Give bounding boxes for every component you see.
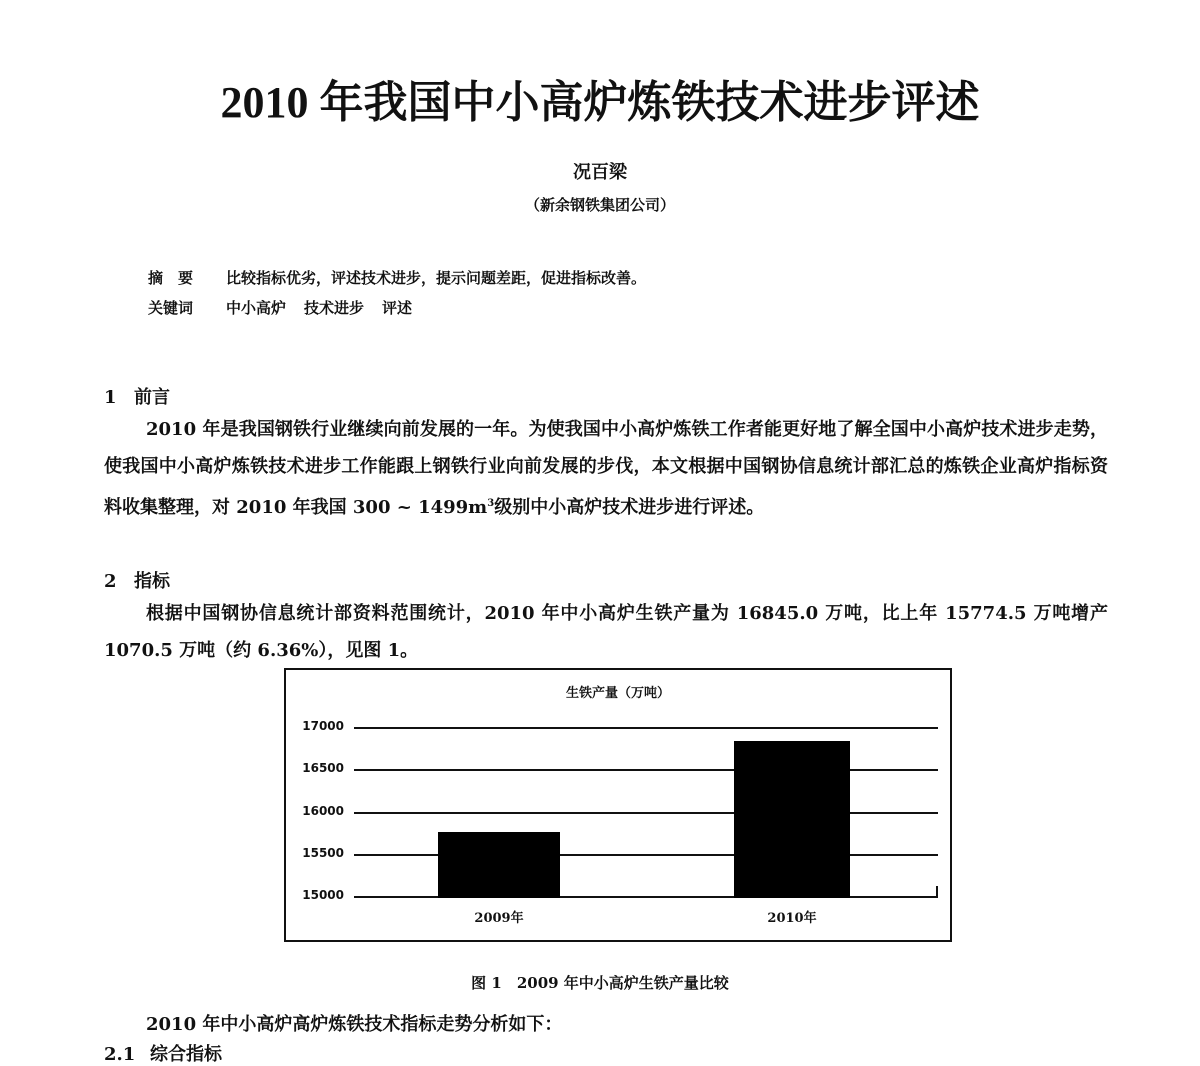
abstract-text: 比较指标优劣，评述技术进步，提示问题差距，促进指标改善。 [226,269,647,287]
abstract-keywords-block [148,263,646,323]
figure-caption: 图 1 2009 年中小高炉生铁产量比较 [471,974,729,992]
section-1-paragraph [104,411,1108,526]
chart-plot-area [302,719,938,926]
abstract-label: 摘 要 [148,269,194,287]
axis-tick [936,886,938,898]
section-heading-2 [104,567,170,593]
keyword-item: 技术进步 [304,299,365,317]
transition-paragraph: 2010 年中小高炉高炉炼铁技术指标走势分析如下： [146,1014,563,1035]
superscript: 3 [487,498,495,509]
subsection-heading [104,1040,222,1066]
y-tick-label: 17000 [302,719,344,733]
paragraph-text: 2010 年是我国钢铁行业继续向前发展的一年。为使我国中小高炉炼铁工作者能更好地了解全国中小高炉技术进步走势，使我国中小高炉炼铁技术进步工作能跟上钢铁行业向前发展的步伐，本文根据中国钢协信息统计部汇总的炼铁企业高炉指标资料收集整理，对 2010 年我国 300 ~ 1499m [104,419,1108,518]
gridline [354,769,938,771]
section-heading-1 [104,383,170,409]
section-number: 1 [104,387,117,408]
keyword-item: 评述 [382,299,413,317]
y-tick-label: 15000 [302,888,344,902]
x-tick-label: 2009年 [474,911,524,926]
abstract [148,263,646,293]
y-tick-label: 16500 [302,761,344,775]
gridline [354,727,938,729]
section-title: 指标 [134,571,170,592]
keywords [148,293,646,323]
chart-title: 生铁产量（万吨） [565,686,670,701]
author-name: 况百梁 [573,162,627,183]
paper-title: 2010 年我国中小高炉炼铁技术进步评述 [220,78,980,127]
section-title: 前言 [134,387,170,408]
section-number: 2 [104,571,117,592]
gridline [354,812,938,814]
bar-2010 [734,741,850,898]
bar-2009 [438,832,560,898]
paragraph-text: 级别中小高炉技术进步进行评述。 [494,497,765,518]
x-tick-label: 2010年 [767,911,817,926]
subsection-title: 综合指标 [150,1044,222,1065]
figure-1-chart [284,668,952,942]
author-affiliation: （新余钢铁集团公司） [524,196,675,214]
keywords-label: 关键词 [148,299,194,317]
subsection-number: 2.1 [104,1044,136,1065]
keyword-item: 中小高炉 [226,299,287,317]
y-tick-label: 15500 [302,846,344,860]
y-tick-label: 16000 [302,804,344,818]
section-2-paragraph: 根据中国钢协信息统计部资料范围统计，2010 年中小高炉生铁产量为 16845.0 万吨，比上年 15774.5 万吨增产 1070.5 万吨（约 6.36%），见图 1。 [104,603,1108,661]
